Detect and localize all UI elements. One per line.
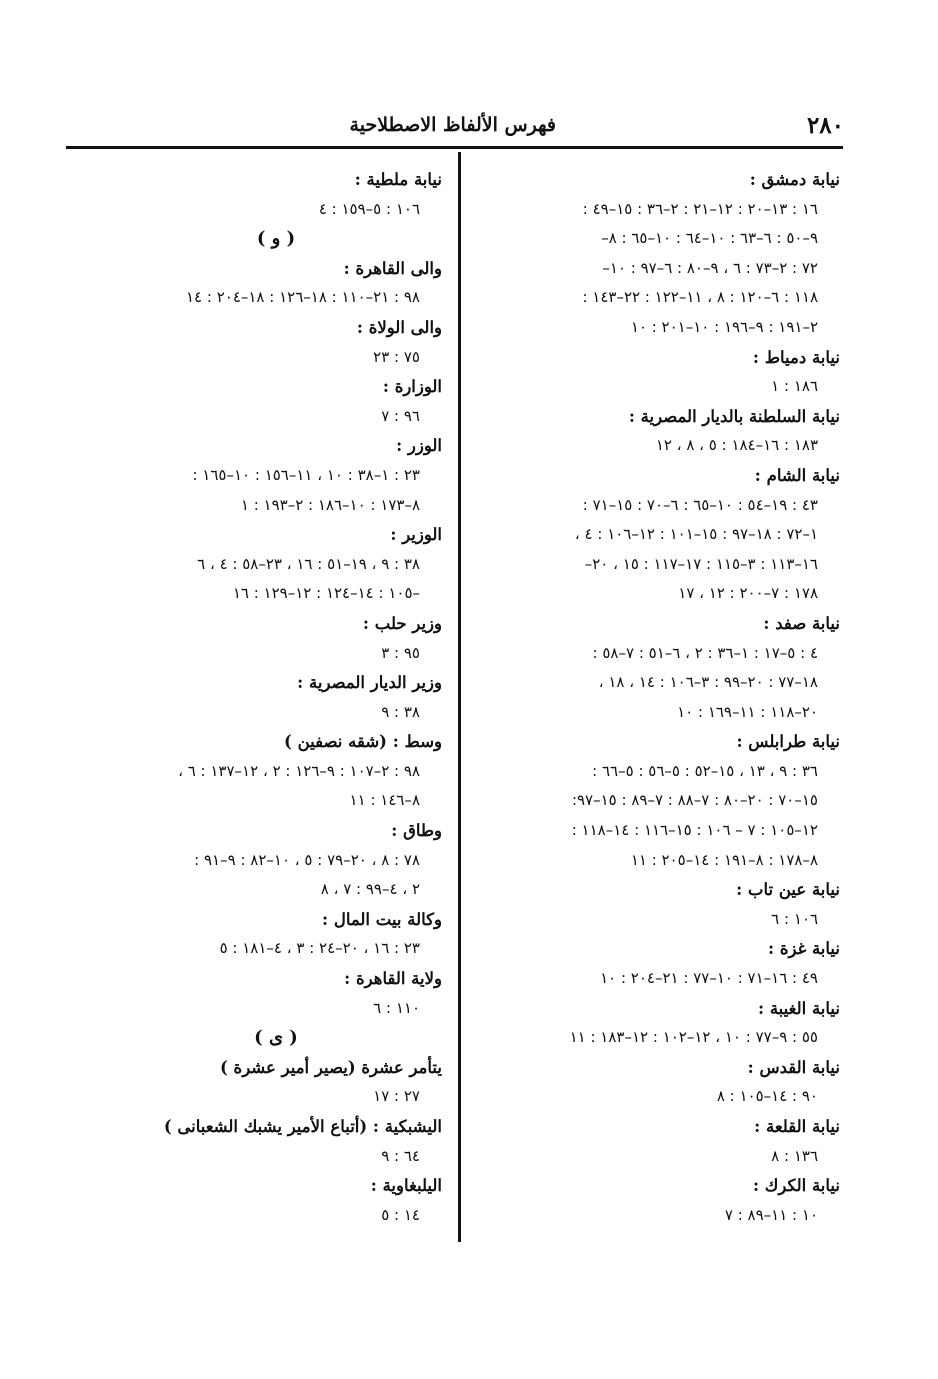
index-term: نيابة صفد : <box>763 613 840 633</box>
page-references: ١٨٣ : ١٦–١٨٤ : ٥ ، ٨ ، ١٢ <box>655 436 818 455</box>
page-references: ٤٩ : ١٦–٧١ : ١٠–٧٧ : ٢١–٢٠٤ : ١٠ <box>600 969 818 988</box>
page-references: ٩–٥٠ : ٦–٦٣ : ١٠–٦٤ : ١٠–٦٥ : ٨– <box>601 229 818 248</box>
page-references: ٣٨ : ٩ <box>381 702 420 721</box>
page-references: ١١٨ : ٦–١٢٠ : ٨ ، ١١–١٢٢ : ٢٢–١٤٣ : <box>582 288 818 307</box>
page-references: ١٤ : ٥ <box>381 1205 420 1224</box>
page-references: –١٠٥ : ١٤–١٢٤ : ١٢–١٢٩ : ١٦ <box>232 584 420 603</box>
index-term: الوزارة : <box>382 377 442 397</box>
page-references: ٧٨ : ٨ ، ٢٠–٧٩ : ٥ ، ١٠–٨٢ : ٩–٩١ : <box>194 850 420 869</box>
page-references: ٢٣ : ١–٣٨ : ١٠ ، ١١–١٥٦ : ١٠–١٦٥ : <box>192 465 420 484</box>
page-references: ٩٦ : ٧ <box>381 406 420 425</box>
index-term: اليلبغاوية : <box>370 1176 442 1196</box>
index-term: نيابة غزة : <box>768 939 840 959</box>
page-references: ١٣٦ : ٨ <box>771 1146 818 1165</box>
index-term: وزير حلب : <box>362 613 442 633</box>
page-title: فهرس الألفاظ الاصطلاحية <box>349 114 556 136</box>
page-references: ١٠٦ : ٥–١٥٩ : ٤ <box>318 199 420 218</box>
page-references: ٧٢ : ٢–٧٣ : ٦ ، ٩–٨٠ : ٦–٩٧ : ١٠– <box>602 258 818 277</box>
index-term: وزير الديار المصرية : <box>297 673 442 693</box>
index-term: وطاق : <box>391 821 442 841</box>
page-references: ٥٥ : ٩–٧٧ : ١٠ ، ١٢–١٠٢ : ١٢–١٨٣ : ١١ <box>569 1028 818 1047</box>
page-references: ٣٦ : ٩ ، ١٣ ، ١٥–٥٢ : ٥–٥٦ : ٥–٦٦ : <box>592 761 818 780</box>
page-references: ٢٧ : ١٧ <box>373 1087 420 1106</box>
page-references: ١٨٦ : ١ <box>771 377 818 396</box>
index-term: وكالة بيت المال : <box>322 909 442 929</box>
index-term: ولاية القاهرة : <box>344 969 442 989</box>
index-term: نيابة الشام : <box>754 465 840 485</box>
page-references: ١٧٨ : ٧–٢٠٠ : ١٢ ، ١٧ <box>678 584 818 603</box>
page-references: ٩٠ : ١٤–١٠٥ : ٨ <box>716 1087 818 1106</box>
index-term: نيابة عين تاب : <box>736 880 840 900</box>
page-references: ٧٥ : ٢٣ <box>373 347 420 366</box>
page-references: ٢٠–١١٨ : ١١–١٦٩ : ١٠ <box>677 702 818 721</box>
index-term: نيابة الكرك : <box>752 1176 840 1196</box>
page-number: ٢٨٠ <box>806 112 844 139</box>
index-term: وسط : (شقه نصفين ) <box>284 732 442 752</box>
page-header <box>0 108 938 148</box>
page-references: ٤ : ٥–١٧ : ١–٣٦ : ٢ ، ٦–٥١ : ٧–٥٨ : <box>592 643 818 662</box>
page-references: ٤٣ : ١٩–٥٤ : ١٠–٦٥ : ٦–٧٠ : ١٥–٧١ : <box>582 495 818 514</box>
page-references: ٨–١٧٨ : ٨–١٩١ : ١٤–٢٠٥ : ١١ <box>630 850 818 869</box>
page-references: ١٥–٧٠ : ٢٠–٨٠ : ٧–٨٨ : ٧–٨٩ : ١٥–٩٧: <box>571 791 818 810</box>
page-references: ٦٤ : ٩ <box>381 1146 420 1165</box>
section-letter: ( و ) <box>256 228 296 250</box>
index-term: نيابة طرابلس : <box>736 732 840 752</box>
page-references: ٣٨ : ٩ ، ١٩–٥١ : ١٦ ، ٢٣–٥٨ : ٤ ، ٦ <box>197 554 420 573</box>
page-references: ١٠٦ : ٦ <box>771 909 818 928</box>
page-references: ١–٧٢ : ١٨–٩٧ : ١٥–١٠١ : ١٢–١٠٦ : ٤ ، <box>574 525 818 544</box>
page-references: ١٦–١١٣ : ٣–١١٥ : ١٧–١١٧ : ١٥ ، ٢٠– <box>584 554 818 573</box>
index-term: الوزير : <box>390 525 442 545</box>
page-references: ٨–١٤٦ : ١١ <box>349 791 420 810</box>
index-term: نيابة ملطية : <box>354 170 442 189</box>
section-letter: ( ى ) <box>254 1027 298 1049</box>
index-term: نيابة السلطنة بالديار المصرية : <box>628 406 840 426</box>
index-term: والى الولاة : <box>356 317 442 337</box>
left-column <box>70 165 442 1230</box>
page-references: ١٠ : ١١–٨٩ : ٧ <box>724 1205 818 1224</box>
index-term: نيابة الغيبة : <box>758 998 840 1018</box>
page-references: ٢ ، ٤–٩٩ : ٧ ، ٨ <box>320 880 420 899</box>
index-term: اليشبكية : (أتباع الأمير يشبك الشعبانى ) <box>163 1117 442 1136</box>
page-references: ٢٣ : ١٦ ، ٢٠–٢٤ : ٣ ، ٤–١٨١ : ٥ <box>219 939 420 958</box>
index-term: نيابة القلعة : <box>754 1117 840 1136</box>
page-references: ٨–١٧٣ : ١٠–١٨٦ : ٢–١٩٣ : ١ <box>240 495 420 514</box>
index-term: يتأمر عشرة (يصير أمير عشرة ) <box>220 1057 442 1077</box>
page-references: ١١٠ : ٦ <box>373 998 420 1017</box>
page-references: ١٨–٧٧ : ٢٠–٩٩ : ٣–١٠٦ : ١٤ ، ١٨ ، <box>598 673 818 692</box>
index-term: نيابة دمشق : <box>749 170 840 189</box>
page-references: ٩٨ : ٢–١٠٧ : ٩–١٢٦ : ٢ ، ١٢–١٣٧ : ٦ ، <box>178 761 420 780</box>
page-references: ١٦ : ١٣–٢٠ : ١٢–٢١ : ٢–٣٦ : ١٥–٤٩ : <box>582 199 818 218</box>
page-references: ١٢–١٠٥ : ٧ – ١٠٦ : ١٥–١١٦ : ١٤–١١٨ : <box>571 821 818 840</box>
page-references: ٢–١٩١ : ٩–١٩٦ : ١٠–٢٠١ : ١٠ <box>630 317 818 336</box>
column-divider <box>458 152 461 1242</box>
right-column <box>470 165 840 1230</box>
index-term: نيابة القدس : <box>747 1057 840 1077</box>
page-references: ٩٨ : ٢١–١١٠ : ١٨–١٢٦ : ١٨–٢٠٤ : ١٤ <box>185 288 420 307</box>
page-references: ٩٥ : ٣ <box>381 643 420 662</box>
header-rule <box>66 146 843 149</box>
index-term: نيابة دمياط : <box>752 347 840 367</box>
index-term: والى القاهرة : <box>343 258 442 278</box>
index-term: الوزر : <box>396 436 442 456</box>
